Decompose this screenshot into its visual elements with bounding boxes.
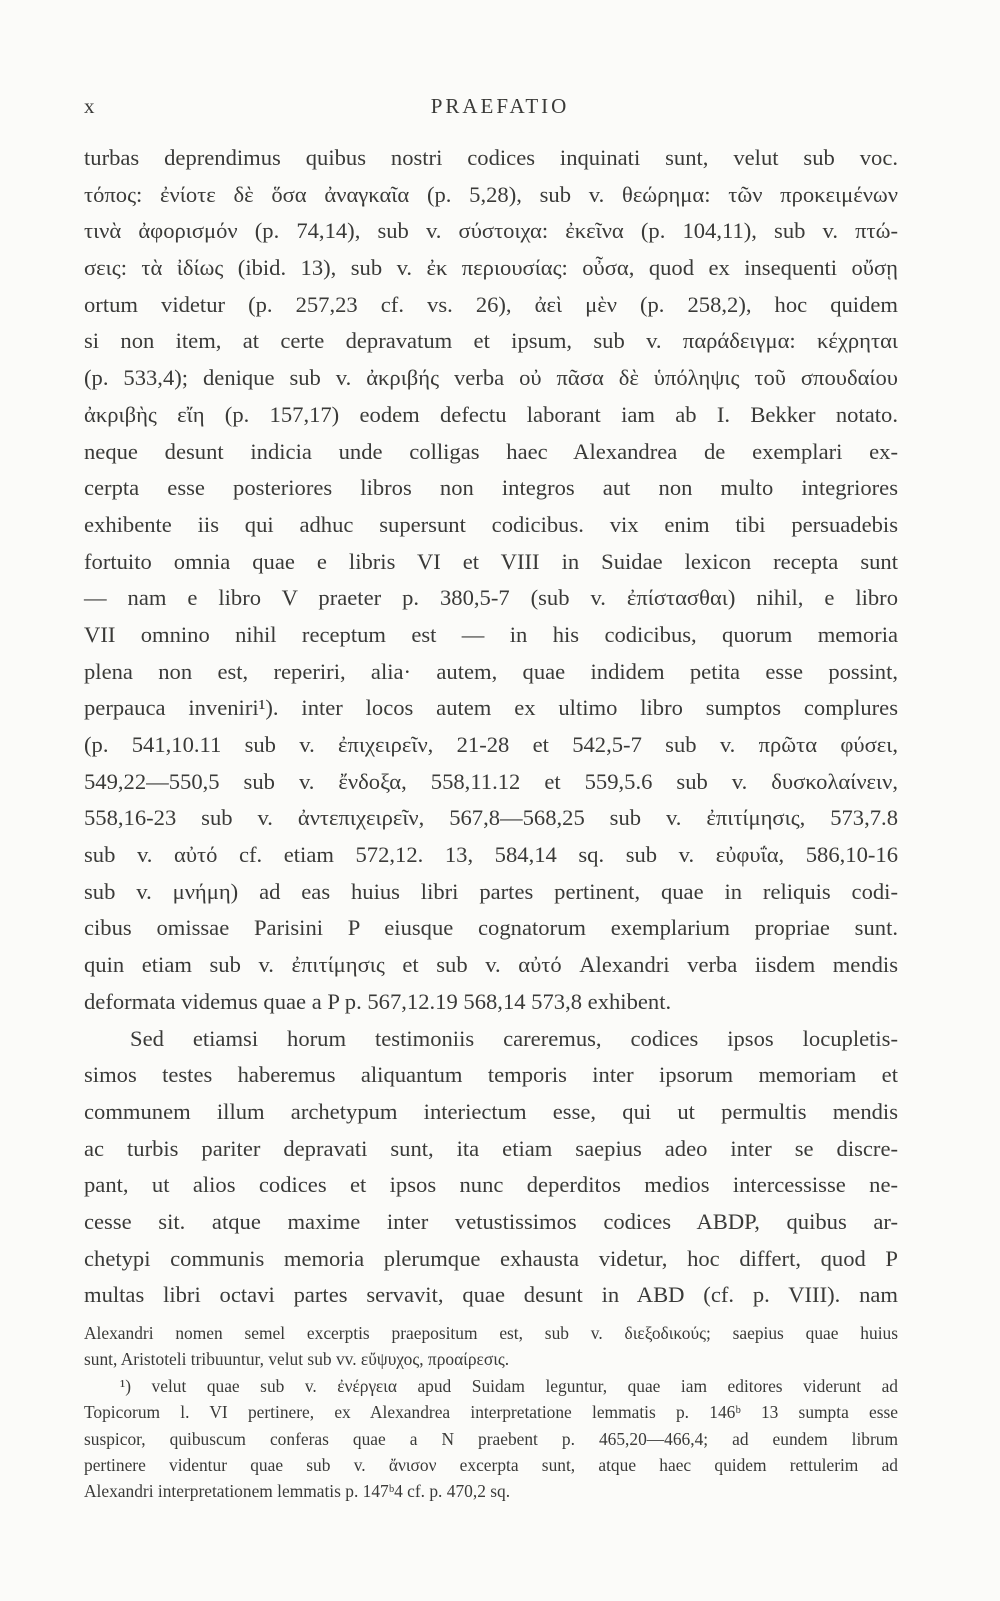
- body-line: τόπος: ἐνίοτε δὲ ὅσα ἀναγκαῖα (p. 5,28), sub v. θεώρημα: τῶν προκειμένων: [84, 181, 898, 207]
- body-line: cerpta esse posteriores libros non integros aut non multo integriores: [84, 475, 898, 501]
- body-line: (p. 541,10.11 sub v. ἐπιχειρεῖν, 21-28 et 542,5-7 sub v. πρῶτα φύσει,: [84, 732, 898, 757]
- body-line: — nam e libro V praeter p. 380,5-7 (sub v. ἐπίστασθαι) nihil, e libro: [84, 585, 898, 611]
- page-number: x: [84, 94, 96, 118]
- body-line: neque desunt indicia unde colligas haec Alexandrea de exemplari ex-: [84, 438, 898, 464]
- footnote-line: Topicorum l. VI pertinere, ex Alexandrea interpretatione lemmatis p. 146ᵇ 13 sumpta esse: [84, 1402, 898, 1423]
- body-line: sub v. μνήμη) ad eas huius libri partes pertinent, quae in reliquis codi-: [84, 878, 898, 904]
- body-line: perpauca inveniri¹). inter locos autem ex ultimo libro sumptos complures: [84, 695, 898, 721]
- body-line: cesse sit. atque maxime inter vetustissimos codices ABDP, quibus ar-: [84, 1208, 898, 1234]
- body-line: communem illum archetypum interiectum esse, qui ut permultis mendis: [84, 1098, 898, 1124]
- body-line: exhibente iis qui adhuc supersunt codicibus. vix enim tibi persuadebis: [84, 511, 898, 537]
- body-text: [84, 140, 898, 1314]
- body-line: σεις: τὰ ἰδίως (ibid. 13), sub v. ἐκ περιουσίας: οὖσα, quod ex insequenti οὔσῃ: [84, 255, 898, 281]
- body-line: τινὰ ἀφορισμόν (p. 74,14), sub v. σύστοιχα: ἐκεῖνα (p. 104,11), sub v. πτώ-: [84, 218, 898, 244]
- footnote-line: Alexandri interpretationem lemmatis p. 147ᵇ4 cf. p. 470,2 sq.: [84, 1481, 511, 1502]
- paragraph-start-line: Sed etiamsi horum testimoniis careremus, codices ipsos locupletis-: [130, 1025, 898, 1051]
- body-line: 549,22—550,5 sub v. ἔνδοξα, 558,11.12 et 559,5.6 sub v. δυσκολαίνειν,: [84, 768, 898, 794]
- footnotes: [84, 1320, 898, 1505]
- body-line: ac turbis pariter depravati sunt, ita etiam saepius adeo inter se discre-: [84, 1135, 898, 1161]
- running-title: PRAEFATIO: [430, 94, 570, 118]
- body-line: cibus omissae Parisini P eiusque cognatorum exemplarium propriae sunt.: [84, 915, 898, 941]
- body-line: si non item, at certe depravatum et ipsum, sub v. παράδειγμα: κέχρηται: [84, 328, 898, 354]
- footnote-line: suspicor, quibuscum conferas quae a N praebent p. 465,20—466,4; ad eundem librum: [84, 1428, 898, 1449]
- body-line: sub v. αὐτό cf. etiam 572,12. 13, 584,14 sq. sub v. εὐφυΐα, 586,10-16: [84, 842, 898, 868]
- body-line: turbas deprendimus quibus nostri codices inquinati sunt, velut sub voc.: [84, 145, 898, 170]
- body-line: VII omnino nihil receptum est — in his codicibus, quorum memoria: [84, 621, 898, 647]
- body-line: chetypi communis memoria plerumque exhausta videtur, hoc differt, quod P: [84, 1245, 898, 1271]
- body-line: multas libri octavi partes servavit, quae desunt in ABD (cf. p. VIII). nam: [84, 1282, 898, 1308]
- footnote-line: sunt, Aristoteli tribuuntur, velut sub vv. εὔψυχος, προαίρεσις.: [84, 1349, 510, 1370]
- body-line: (p. 533,4); denique sub v. ἀκριβής verba οὐ πᾶσα δὲ ὑπόληψις τοῦ σπουδαίου: [84, 365, 898, 391]
- body-line: ἀκριβὴς εἴη (p. 157,17) eodem defectu laborant iam ab I. Bekker notato.: [84, 401, 898, 427]
- footnote-line: Alexandri nomen semel excerptis praepositum est, sub v. διεξοδικούς; saepius quae huius: [84, 1323, 898, 1343]
- body-line: plena non est, reperiri, alia· autem, quae indidem petita esse possint,: [84, 658, 898, 684]
- body-line: fortuito omnia quae e libris VI et VIII in Suidae lexicon recepta sunt: [84, 548, 898, 574]
- body-line: 558,16-23 sub v. ἀντεπιχειρεῖν, 567,8—568,25 sub v. ἐπιτίμησις, 573,7.8: [84, 805, 898, 831]
- footnote-line: ¹) velut quae sub v. ἐνέργεια apud Suidam leguntur, quae iam editores viderunt ad: [120, 1375, 898, 1396]
- footnote-line: pertinere videntur quae sub v. ἄνισον excerpta sunt, atque haec quidem rettulerim ad: [84, 1454, 898, 1475]
- body-line: deformata videmus quae a P p. 567,12.19 568,14 573,8 exhibent.: [84, 988, 672, 1014]
- body-line: pant, ut alios codices et ipsos nunc deperditos medios intercessisse ne-: [84, 1172, 898, 1198]
- body-line: ortum videtur (p. 257,23 cf. vs. 26), ἀεὶ μὲν (p. 258,2), hoc quidem: [84, 291, 898, 317]
- body-line: simos testes haberemus aliquantum temporis inter ipsorum memoriam et: [84, 1062, 898, 1088]
- body-line: quin etiam sub v. ἐπιτίμησις et sub v. αὐτό Alexandri verba iisdem mendis: [84, 952, 898, 978]
